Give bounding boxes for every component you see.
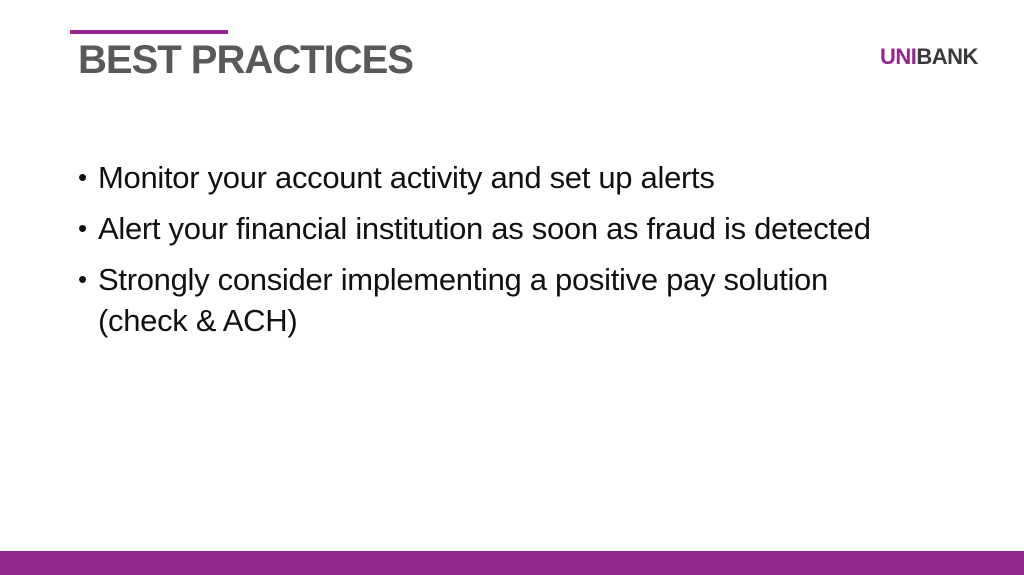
bullet-icon: • (78, 162, 87, 192)
bullet-list (78, 157, 878, 351)
logo-text-uni: UNI (880, 44, 917, 69)
logo-text-bank: BANK (916, 44, 978, 69)
bullet-text: Monitor your account activity and set up alerts (98, 160, 715, 195)
footer-accent-bar (0, 551, 1024, 575)
unibank-logo (880, 44, 978, 70)
bullet-item (78, 259, 828, 341)
bullet-item (78, 208, 878, 249)
title-accent-line (70, 30, 228, 34)
bullet-icon: • (78, 264, 87, 294)
bullet-text: Strongly consider implementing a positive pay solution (check & ACH) (98, 262, 828, 338)
bullet-item (78, 157, 878, 198)
bullet-text: Alert your financial institution as soon as fraud is detected (98, 211, 871, 246)
bullet-icon: • (78, 213, 87, 243)
slide-title: BEST PRACTICES (78, 38, 413, 82)
